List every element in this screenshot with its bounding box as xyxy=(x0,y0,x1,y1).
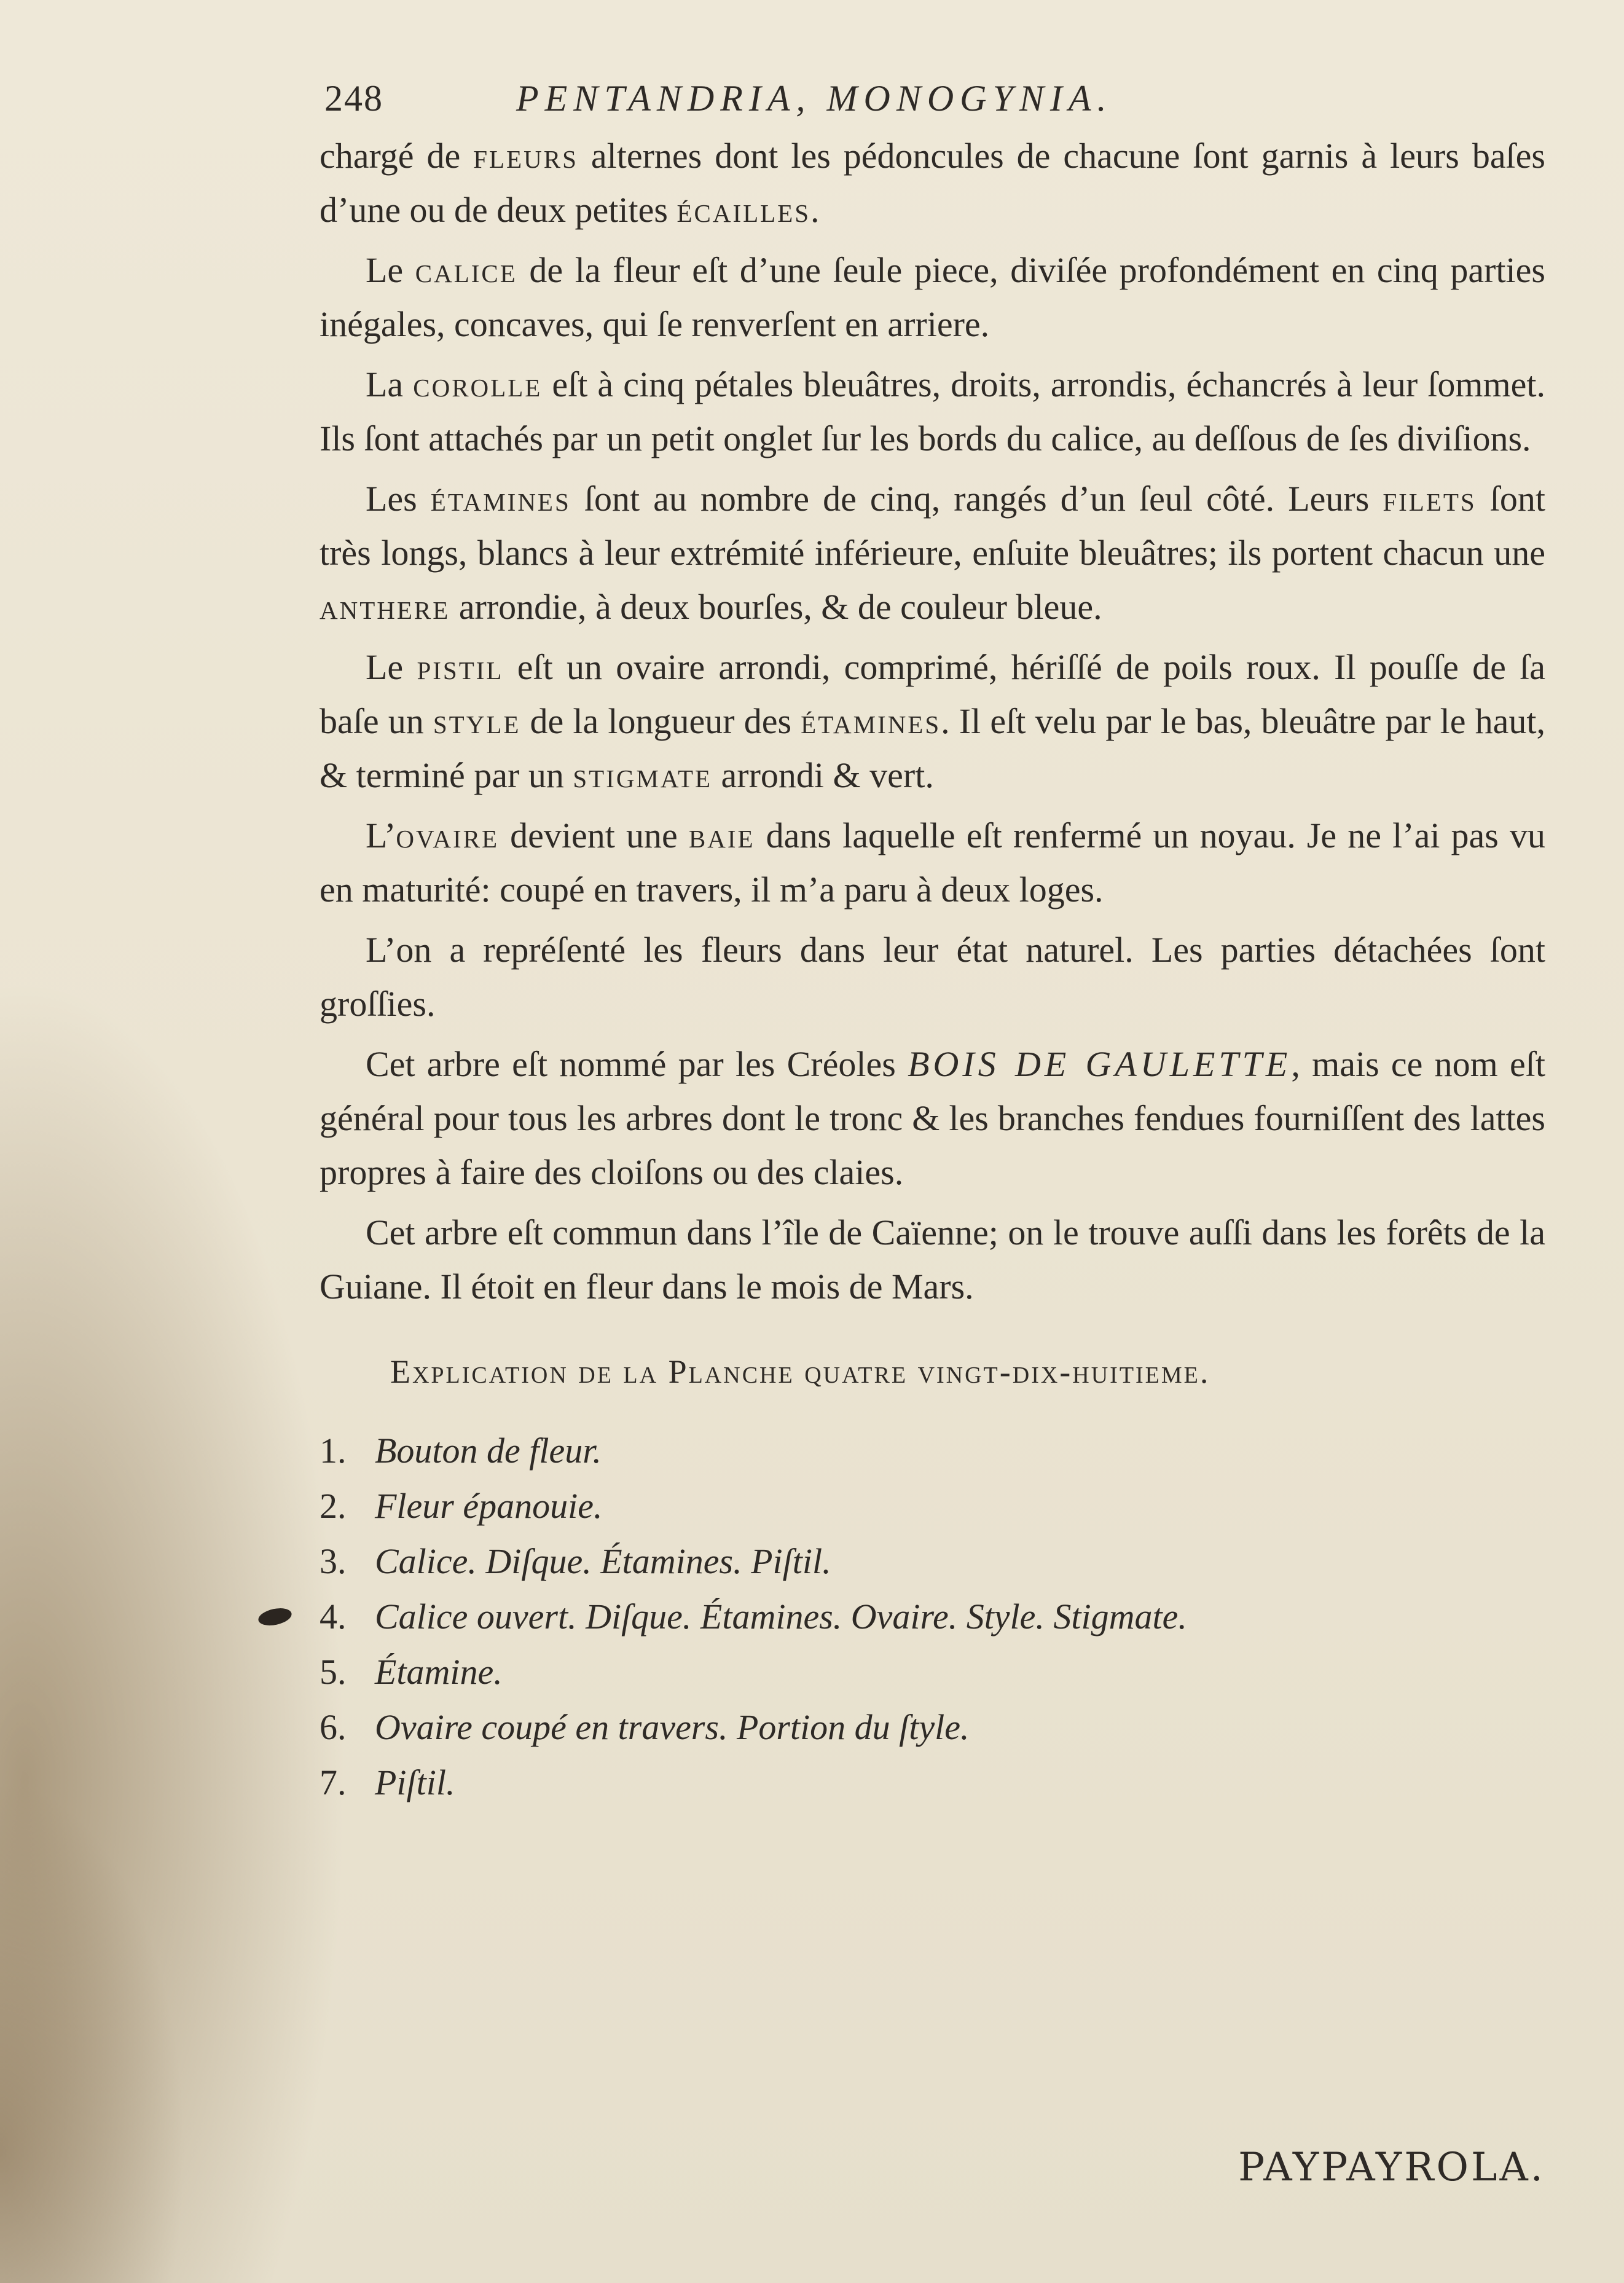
paragraph-2: Le calice de la fleur eſt d’une ſeule piece, diviſée profondément en cinq parties inégales, concaves, qui ſe renverſent en arriere. xyxy=(320,250,1545,344)
list-item: 3. Calice. Diſque. Étamines. Piſtil. xyxy=(320,1541,831,1581)
paragraph-5: Le pistil eſt un ovaire arrondi, comprimé, hériſſé de poils roux. Il pouſſe de ſa baſe un style de la longueur des étamines. Il eſt velu par le bas, bleuâtre par le haut, & terminé par un stigmate arrondi & vert. xyxy=(320,647,1545,795)
paragraph-3: La corolle eſt à cinq pétales bleuâtres, droits, arrondis, échancrés à leur ſommet. Ils ſont attachés par un petit onglet ſur les bords du calice, au deſſous de ſes diviſions. xyxy=(320,364,1545,458)
list-item: 6. Ovaire coupé en travers. Portion du ſtyle. xyxy=(320,1707,970,1747)
paragraph-4: Les étamines ſont au nombre de cinq, rangés d’un ſeul côté. Leurs filets ſont très longs, blancs à leur extrémité inférieure, enſuite bleuâtres; ils portent chacun une anthere arrondie, à deux bourſes, & de couleur bleue. xyxy=(320,479,1546,627)
paragraph-6: L’ovaire devient une baie dans laquelle eſt renfermé un noyau. Je ne l’ai pas vu en maturité: coupé en travers, il m’a paru à deux loges. xyxy=(320,815,1546,910)
paragraph-9: Cet arbre eſt commun dans l’île de Caïenne; on le trouve auſſi dans les forêts de la Guiane. Il étoit en fleur dans le mois de Mars. xyxy=(320,1212,1545,1307)
plate-explanation-title: Explication de la Planche quatre vingt-dix-huitieme. xyxy=(390,1353,1210,1390)
list-item: 2. Fleur épanouie. xyxy=(320,1486,603,1526)
catchword-area xyxy=(320,0,1545,2283)
next-genus-heading: PAYPAYROLA. xyxy=(1238,2145,1545,2190)
paragraph-8: Cet arbre eſt nommé par les Créoles BOIS DE GAULETTE, mais ce nom eſt général pour tous les arbres dont le tronc & les branches fendues fourniſſent des lattes propres à faire des cloiſons ou des claies. xyxy=(320,1044,1545,1192)
list-item: 1. Bouton de fleur. xyxy=(320,1431,602,1471)
ink-blot xyxy=(257,1606,293,1629)
paragraph-7: L’on a repréſenté les fleurs dans leur état naturel. Les parties détachées ſont groſſies. xyxy=(320,930,1545,1024)
running-title: PENTANDRIA, MONOGYNIA. xyxy=(516,78,1113,119)
list-item: 5. Étamine. xyxy=(320,1652,503,1692)
list-item: 4. Calice ouvert. Diſque. Étamines. Ovaire. Style. Stigmate. xyxy=(320,1597,1187,1637)
page-number: 248 xyxy=(324,78,383,119)
list-item: 7. Piſtil. xyxy=(320,1762,455,1802)
paragraph-1: chargé de fleurs alternes dont les pédoncules de chacune ſont garnis à leurs baſes d’une ou de deux petites écailles. xyxy=(320,136,1545,230)
